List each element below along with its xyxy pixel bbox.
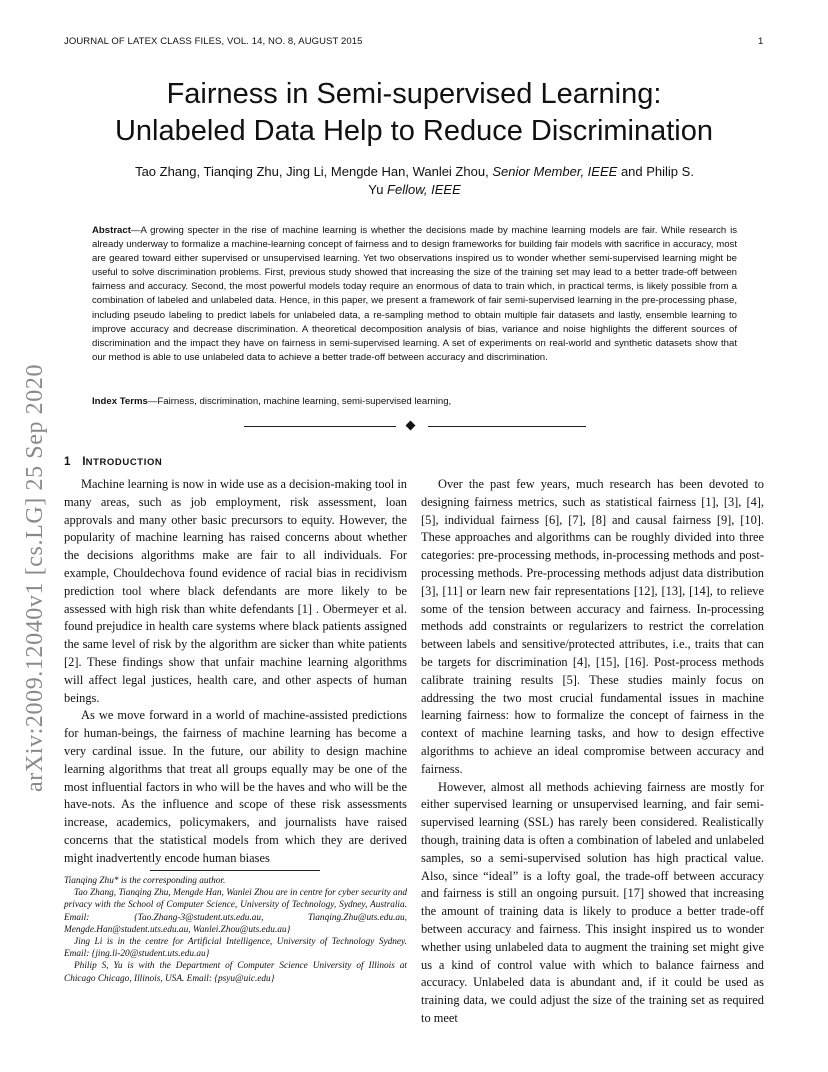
author-role-2: Fellow, IEEE: [387, 182, 461, 197]
index-terms-text: —Fairness, discrimination, machine learning, semi-supervised learning,: [147, 396, 452, 407]
footnote-rule: [150, 870, 320, 871]
title-line-1: Fairness in Semi-supervised Learning:: [166, 78, 662, 110]
author-and: and Philip S.: [620, 164, 694, 179]
intro-paragraph-2: As we move forward in a world of machine-assisted predictions for human-beings, the fairness of machine learning has become a very cardinal issue. In the future, our ability to design machine learning algorithms that treat all groups equally may be one of the most influential factors in who will be the haves and who will be the have-nots. As the influence and scope of these risk assessments increase, academics, policymakers, and journalists have raised concerns that the statistical models from which they are derived might inadvertently encode human biases: [64, 708, 407, 865]
footnote-affiliation-3: Philip S, Yu is with the Department of Computer Science University of Illinois at Chicago Chicago, Illinois, USA. Email: {psyu@uic.edu}: [64, 961, 407, 984]
section-separator: [244, 420, 586, 434]
abstract-label: Abstract: [92, 225, 131, 236]
index-terms: [92, 395, 737, 409]
section-title-rest: NTRODUCTION: [85, 457, 163, 468]
section-number: 1: [64, 456, 71, 468]
index-terms-label: Index Terms: [92, 396, 148, 407]
separator-line-right: [428, 426, 586, 427]
page-number: 1: [758, 36, 764, 47]
footnote-corresponding: Tianqing Zhu* is the corresponding author.: [64, 876, 226, 886]
author-list: [82, 163, 747, 199]
paper-title: [64, 76, 764, 150]
section-title-initial: I: [82, 456, 86, 468]
intro-paragraph-1: Machine learning is now in wide use as a decision-making tool in many areas, such as job employment, risk assessment, loan approvals and many other basic precursors to equity. However, the popularity of machine learning has raised concerns about whether the decisions algorithms make are fair to all individuals. For example, Chouldechova found evidence of racial bias in recidivism prediction tool where black defendants are more likely to be assessed with high risk than white defendants [1] . Obermeyer et al. found prejudice in health care systems where black patients assigned the same level of risk by the algorithm are sicker than white patients [2]. These findings show that unfair machine learning algorithms will affect legal justices, health care, and other aspects of human beings.: [64, 477, 407, 705]
author-role-1: Senior Member, IEEE: [492, 164, 618, 179]
author-names: Tao Zhang, Tianqing Zhu, Jing Li, Mengde Han, Wanlei Zhou,: [135, 164, 489, 179]
author-last: Yu: [368, 182, 384, 197]
footnotes: [64, 875, 407, 985]
abstract: [92, 224, 737, 365]
left-column: [64, 476, 407, 868]
separator-line-left: [244, 426, 396, 427]
running-head: JOURNAL OF LATEX CLASS FILES, VOL. 14, NO. 8, AUGUST 2015: [64, 36, 363, 47]
right-column: [421, 476, 764, 1028]
section-heading: [64, 456, 162, 468]
arxiv-stamp: arXiv:2009.12040v1 [cs.LG] 25 Sep 2020: [22, 363, 48, 792]
footnote-affiliation-2: Jing Li is in the centre for Artificial Intelligence, University of Technology Sydney. Email: {jing.li-20@student.uts.edu.au}: [64, 937, 407, 960]
intro-paragraph-4: However, almost all methods achieving fairness are mostly for either supervised learning or unsupervised learning, and fair semi-supervised learning (SSL) has rarely been considered. Realistically though, training data is often a combination of labeled and unlabeled samples, so a semi-supervised solution has high practical value. Also, since “ideal” is a lofty goal, the trade-off between accuracy and fairness is still an ongoing pursuit. [17] showed that increasing the amount of training data is likely to produce a better trade-off between accuracy and fairness. This insight inspired us to wonder whether using unlabeled data to augment the training set might give us a kind of control value with which to balance fairness and accuracy. Unlabeled data is abundant and, if it could be used as training data, we could adjust the size of the training set as required to meet: [421, 779, 764, 1025]
abstract-text: —A growing specter in the rise of machine learning is whether the decisions made by machine learning models are fair. While research is already underway to formalize a machine-learning concept of fairness and to design frameworks for building fair models with sacrifice in accuracy, most are geared toward either supervised or unsupervised learning. Yet two observations inspired us to wonder whether semi-supervised learning might be useful to solve discrimination problems. First, previous study showed that increasing the size of the training set may lead to a better trade-off between fairness and accuracy. Second, the most powerful models today require an enormous of data to train which, in practical terms, is likely possible from a combination of labeled and unlabeled data. Hence, in this paper, we present a framework of fair semi-supervised learning in the pre-processing phase, including pseudo labeling to predict labels for unlabeled data, a re-sampling method to obtain multiple fair datasets and lastly, ensemble learning to improve accuracy and decrease discrimination. A theoretical decomposition analysis of bias, variance and noise highlights the different sources of discrimination and the impact they have on fairness in semi-supervised learning. A set of experiments on real-world and synthetic datasets show that our method is able to use unlabeled data to achieve a better trade-off between accuracy and discrimination.: [92, 225, 737, 363]
footnote-affiliation-1: Tao Zhang, Tianqing Zhu, Mengde Han, Wanlei Zhou are in centre for cyber security and privacy with the School of Computer Science, University of Technology, Sydney, Australia. Email: {Tao.Zhang-3@student.uts.edu.au, Tianqing.Zhu@uts.edu.au, Mengde.Han@student.uts.edu.au, Wanlei.Zhou@uts.edu.au}: [64, 888, 407, 935]
intro-paragraph-3: Over the past few years, much research has been devoted to designing fairness metrics, such as statistical fairness [1], [3], [4], [5], individual fairness [6], [7], [8] and causal fairness [9], [10]. These approaches and algorithms can be roughly divided into three categories: pre-processing methods, in-processing methods and post-processing methods. Pre-processing methods adjust data distribution [3], [11] or learn new fair representations [12], [13], [14], to relieve some of the tension between accuracy and fairness. In-processing methods add constraints or regularizers to restrict the correlation between labels and sensitive/protected attributes, i.e., traits that can be targets for discrimination [4], [15], [16]. Post-process methods calibrate training results [5]. These studies mainly focus on addressing the two most crucial fundamental issues in machine learning fairness: how to formalize the concept of fairness in the context of machine learning tasks, and how to design effective algorithms to achieve an ideal compromise between accuracy and fairness.: [421, 477, 764, 776]
diamond-icon: [406, 421, 416, 431]
title-line-2: Unlabeled Data Help to Reduce Discrimination: [114, 115, 714, 147]
